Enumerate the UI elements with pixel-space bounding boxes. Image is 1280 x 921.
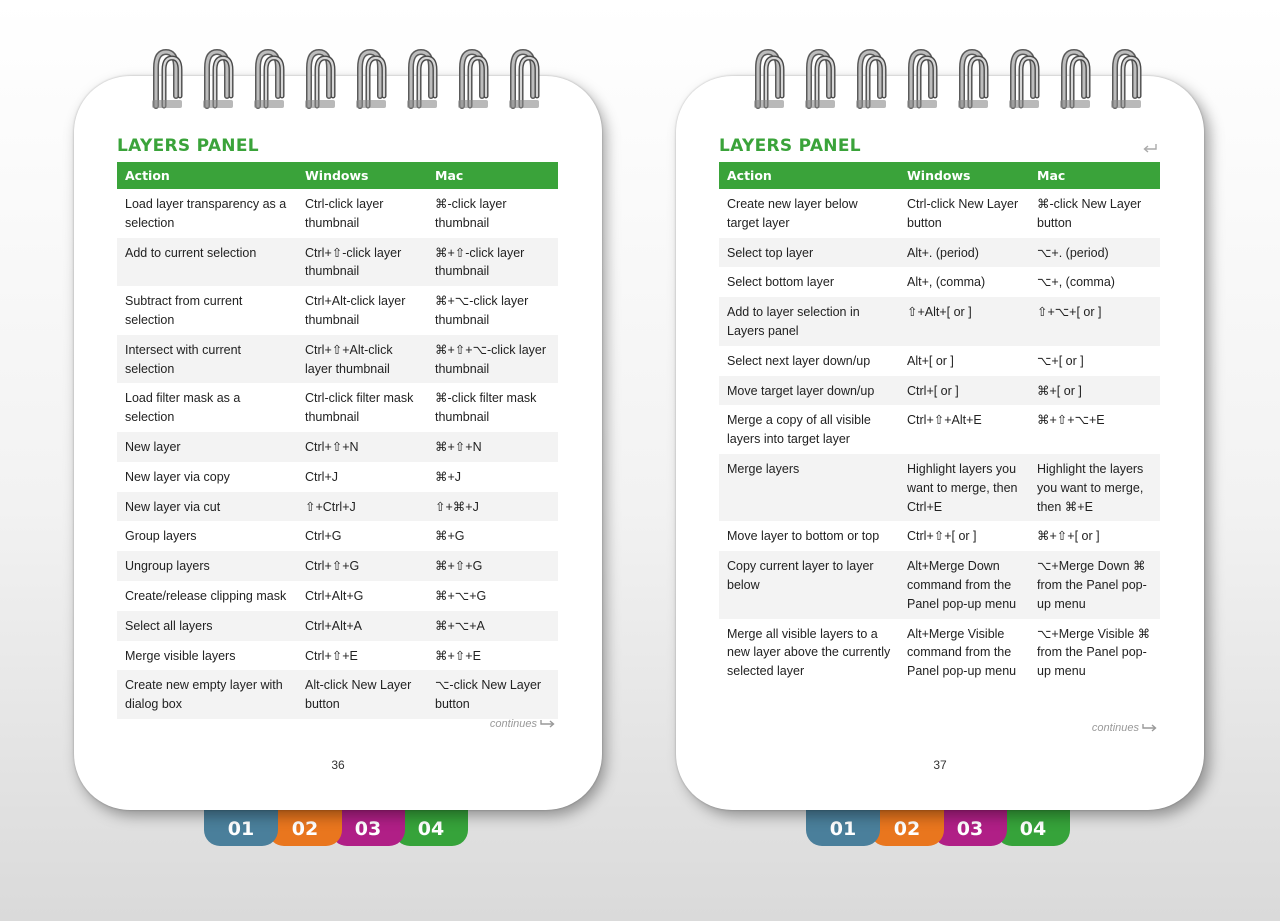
page-36 [74, 76, 602, 810]
action-cell: Select next layer down/up [727, 353, 871, 368]
mac-shortcut-cell: ⌘+⇧-click layer thumbnail [427, 238, 558, 287]
table-row [117, 189, 558, 238]
mac-shortcut-cell: ⇧+⌘+J [427, 492, 558, 522]
windows-shortcut-cell: Highlight layers you want to merge, then Ctrl+E [899, 454, 1029, 521]
table-row [719, 267, 1160, 297]
windows-shortcut-cell: Ctrl+Alt+A [297, 611, 427, 641]
table-row [719, 376, 1160, 406]
windows-shortcut-cell: Ctrl+⇧+Alt-click layer thumbnail [297, 335, 427, 384]
windows-shortcut-cell: Ctrl+[ or ] [899, 376, 1029, 406]
spiral-ring-icon [956, 46, 992, 110]
spiral-ring-icon [201, 46, 237, 110]
mac-shortcut-cell: ⌘+J [435, 469, 462, 484]
spiral-ring-icon [405, 46, 441, 110]
action-cell: Merge all visible layers to a new layer above the currently selected layer [727, 626, 891, 679]
mac-shortcut-cell: ⌘+[ or ] [1029, 376, 1160, 406]
spiral-ring-icon [1007, 46, 1043, 110]
action-cell: Move target layer down/up [719, 376, 899, 406]
action-cell: Merge a copy of all visible layers into target layer [727, 413, 871, 447]
table-row [719, 454, 1160, 521]
table-row [117, 581, 558, 611]
table-row [117, 492, 558, 522]
spiral-binding [150, 46, 550, 110]
mac-shortcut-cell: ⌘+⇧+N [427, 432, 558, 462]
page-title: LAYERS PANEL [117, 136, 259, 156]
table-row [117, 286, 558, 335]
windows-shortcut-cell: Ctrl-click layer thumbnail [305, 197, 384, 230]
mac-shortcut-cell: ⌘+⇧+⌥-click layer thumbnail [427, 335, 558, 384]
action-cell: Load filter mask as a selection [125, 391, 241, 425]
action-cell: New layer via cut [117, 492, 297, 522]
shortcut-table [719, 162, 1160, 686]
action-cell: Create/release clipping mask [125, 588, 287, 603]
section-tab-02[interactable]: 02 [268, 798, 342, 846]
spiral-ring-icon [1058, 46, 1094, 110]
table-row [117, 670, 558, 719]
section-tab-01[interactable]: 01 [806, 798, 880, 846]
action-cell: Create new layer below target layer [727, 197, 858, 230]
mac-shortcut-cell: ⌘+G [435, 529, 465, 544]
windows-shortcut-cell: Ctrl+⇧+G [297, 551, 427, 581]
continues-note [1092, 722, 1158, 734]
action-cell: Create new empty layer with dialog box [117, 670, 297, 719]
mac-shortcut-cell: ⌘-click New Layer button [1037, 197, 1142, 230]
section-tab-03[interactable]: 03 [331, 798, 405, 846]
action-cell: Ungroup layers [117, 551, 297, 581]
windows-shortcut-cell: ⇧+Ctrl+J [297, 492, 427, 522]
table-row [719, 551, 1160, 618]
action-cell: New layer via copy [125, 469, 230, 484]
continues-arrow-icon [1142, 723, 1158, 733]
table-row [117, 521, 558, 551]
windows-shortcut-cell: Ctrl+Alt+G [305, 588, 364, 603]
spiral-ring-icon [354, 46, 390, 110]
spiral-ring-icon [803, 46, 839, 110]
windows-shortcut-cell: Ctrl+⇧-click layer thumbnail [297, 238, 427, 287]
section-tab-01[interactable]: 01 [204, 798, 278, 846]
windows-shortcut-cell: Ctrl+J [305, 469, 338, 484]
section-tab-04[interactable]: 04 [394, 798, 468, 846]
mac-shortcut-cell: ⌘-click layer thumbnail [435, 197, 507, 230]
action-cell: Move layer to bottom or top [727, 529, 880, 544]
header-mac: Mac [427, 162, 558, 189]
action-cell: Group layers [125, 529, 197, 544]
table-row [719, 521, 1160, 551]
page-number: 37 [933, 758, 947, 772]
windows-shortcut-cell: Ctrl+⇧+[ or ] [907, 529, 977, 544]
action-cell: Select all layers [117, 611, 297, 641]
continues-label: continues [489, 718, 537, 730]
table-row [719, 297, 1160, 346]
header-action: Action [719, 162, 899, 189]
table-row [117, 432, 558, 462]
shortcut-rows [719, 189, 1160, 686]
windows-shortcut-cell: Ctrl+⇧+Alt+E [907, 413, 982, 428]
windows-shortcut-cell: Alt+Merge Visible command from the Panel pop-up menu [907, 626, 1017, 679]
table-row [117, 551, 558, 581]
section-tab-02[interactable]: 02 [870, 798, 944, 846]
right-notebook [676, 0, 1206, 921]
continues-arrow-icon [540, 719, 556, 729]
windows-shortcut-cell: Ctrl+⇧+E [305, 648, 358, 663]
table-row [719, 346, 1160, 376]
windows-shortcut-cell: Alt+. (period) [899, 238, 1029, 268]
spiral-ring-icon [252, 46, 288, 110]
mac-shortcut-cell: ⌥+[ or ] [1037, 353, 1084, 368]
page-title: LAYERS PANEL [719, 136, 861, 156]
page-37 [676, 76, 1204, 810]
mac-shortcut-cell: ⌥+Merge Visible ⌘ from the Panel pop-up menu [1037, 626, 1151, 679]
table-row [117, 641, 558, 671]
action-cell: Load layer transparency as a selection [125, 197, 287, 230]
spiral-ring-icon [854, 46, 890, 110]
return-arrow-icon[interactable] [1142, 142, 1158, 154]
mac-shortcut-cell: ⌘-click filter mask thumbnail [435, 391, 537, 425]
table-header-row [117, 162, 558, 189]
action-cell: Copy current layer to layer below [719, 551, 899, 618]
table-row [719, 238, 1160, 268]
action-cell: Merge visible layers [125, 648, 236, 663]
windows-shortcut-cell: Alt+[ or ] [907, 353, 954, 368]
table-row [117, 611, 558, 641]
spiral-ring-icon [456, 46, 492, 110]
windows-shortcut-cell: Ctrl+⇧+N [297, 432, 427, 462]
mac-shortcut-cell: ⌘+⇧+⌥+E [1037, 413, 1105, 428]
spiral-ring-icon [905, 46, 941, 110]
mac-shortcut-cell: ⌘+⌥-click layer thumbnail [435, 294, 529, 327]
windows-shortcut-cell: Alt+, (comma) [907, 275, 986, 290]
action-cell: New layer [117, 432, 297, 462]
table-row [117, 335, 558, 384]
mac-shortcut-cell: ⌘+⇧+G [427, 551, 558, 581]
windows-shortcut-cell: ⇧+Alt+[ or ] [899, 297, 1029, 346]
mac-shortcut-cell: ⌘+⌥+A [427, 611, 558, 641]
spiral-ring-icon [303, 46, 339, 110]
action-cell: Add to current selection [117, 238, 297, 287]
mac-shortcut-cell: ⌥+, (comma) [1037, 275, 1115, 290]
section-tab-03[interactable]: 03 [933, 798, 1007, 846]
mac-shortcut-cell: ⇧+⌥+[ or ] [1029, 297, 1160, 346]
mac-shortcut-cell: ⌥+. (period) [1029, 238, 1160, 268]
left-notebook [74, 0, 604, 921]
spiral-ring-icon [1109, 46, 1145, 110]
header-mac: Mac [1029, 162, 1160, 189]
action-cell: Select bottom layer [727, 275, 834, 290]
action-cell: Add to layer selection in Layers panel [719, 297, 899, 346]
header-action: Action [117, 162, 297, 189]
action-cell: Select top layer [719, 238, 899, 268]
mac-shortcut-cell: ⌥-click New Layer button [427, 670, 558, 719]
mac-shortcut-cell: ⌥+Merge Down ⌘ from the Panel pop-up menu [1029, 551, 1160, 618]
header-windows: Windows [297, 162, 427, 189]
page-number: 36 [331, 758, 345, 772]
continues-label: continues [1091, 722, 1139, 734]
shortcut-rows [117, 189, 558, 719]
section-tab-04[interactable]: 04 [996, 798, 1070, 846]
windows-shortcut-cell: Alt-click New Layer button [297, 670, 427, 719]
table-row [117, 462, 558, 492]
mac-shortcut-cell: Highlight the layers you want to merge, then ⌘+E [1029, 454, 1160, 521]
spiral-ring-icon [507, 46, 543, 110]
table-row [719, 619, 1160, 686]
continues-note [490, 718, 556, 730]
shortcut-table [117, 162, 558, 719]
mac-shortcut-cell: ⌘+⇧+[ or ] [1037, 529, 1100, 544]
spiral-ring-icon [150, 46, 186, 110]
table-row [719, 189, 1160, 238]
windows-shortcut-cell: Ctrl+Alt-click layer thumbnail [305, 294, 406, 327]
action-cell: Merge layers [719, 454, 899, 521]
table-row [719, 405, 1160, 454]
spiral-binding [752, 46, 1152, 110]
action-cell: Intersect with current selection [117, 335, 297, 384]
windows-shortcut-cell: Ctrl-click New Layer button [907, 197, 1019, 230]
windows-shortcut-cell: Alt+Merge Down command from the Panel pop-up menu [899, 551, 1029, 618]
header-windows: Windows [899, 162, 1029, 189]
table-row [117, 238, 558, 287]
action-cell: Subtract from current selection [125, 294, 243, 327]
table-header-row [719, 162, 1160, 189]
windows-shortcut-cell: Ctrl-click filter mask thumbnail [305, 391, 414, 425]
mac-shortcut-cell: ⌘+⌥+G [435, 588, 487, 603]
windows-shortcut-cell: Ctrl+G [305, 529, 342, 544]
mac-shortcut-cell: ⌘+⇧+E [435, 648, 481, 663]
table-row [117, 383, 558, 432]
spiral-ring-icon [752, 46, 788, 110]
